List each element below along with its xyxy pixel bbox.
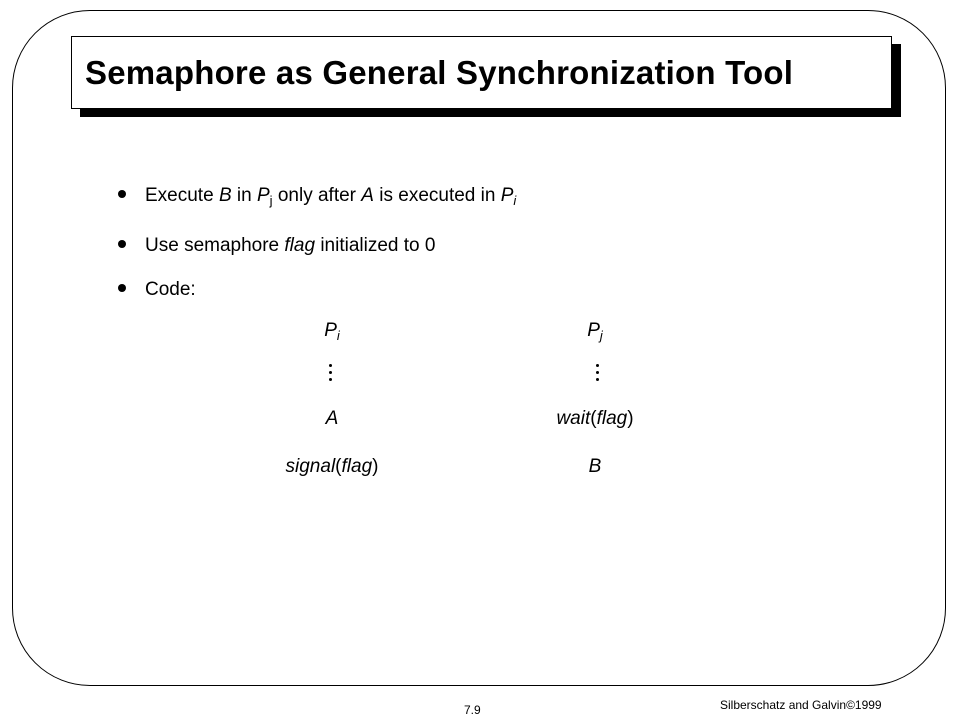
bullet-dot-icon [118, 284, 126, 292]
bullet-1-text: Execute [145, 185, 219, 206]
code-right-header: $P_j$ [587, 320, 603, 343]
bullet-1-text: only after [272, 185, 362, 206]
bullet-2-text: Use semaphore [145, 235, 285, 256]
bullet-1-process: $P_j$ [256, 185, 273, 208]
footer-credit: Silberschatz and Galvin©1999 [720, 698, 882, 712]
bullet-item-3 [118, 280, 196, 299]
bullet-2-text: initialized to 0 [315, 235, 436, 256]
code-left-line-signal: signal(flag) [285, 456, 379, 477]
vertical-ellipsis-icon [596, 364, 600, 385]
bullet-1-process: $P_i$ [500, 185, 517, 208]
bullet-item-1 [118, 185, 517, 208]
bullet-1-text: is executed in [373, 185, 501, 206]
code-right-line-wait: wait(flag) [556, 408, 634, 429]
bullet-2-var-flag: flag [284, 235, 316, 256]
code-left-line-a: A [325, 408, 339, 429]
bullet-1-var-b: B [218, 185, 232, 206]
vertical-ellipsis-icon [329, 364, 333, 385]
title-box [71, 36, 892, 109]
page-number: 7.9 [464, 703, 481, 717]
bullet-dot-icon [118, 240, 126, 248]
slide-title: Semaphore as General Synchronization Tool [85, 53, 794, 91]
bullet-dot-icon [118, 190, 126, 198]
code-left-header: $P_i$ [324, 320, 340, 343]
bullet-3-text: Code: [145, 279, 196, 300]
bullet-1-var-a: A [361, 185, 374, 206]
code-right-line-b: B [588, 456, 602, 477]
bullet-1-text: in [231, 185, 257, 206]
bullet-item-2 [118, 236, 435, 255]
